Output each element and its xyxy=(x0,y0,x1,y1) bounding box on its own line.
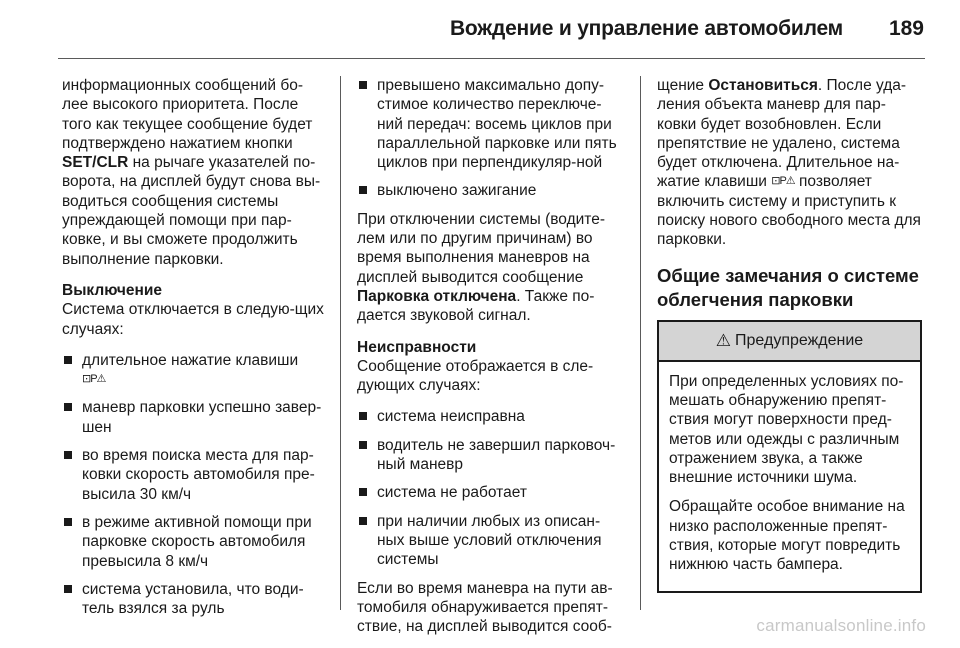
column-3 xyxy=(657,76,922,593)
list-item: во время поиска места для пар-ковки скорость автомобиля пре-высила 30 км/ч xyxy=(62,446,324,504)
page-header xyxy=(0,0,960,58)
column-divider-1 xyxy=(340,76,341,610)
off-text: Система отключается в следую-щих случаях: xyxy=(62,301,324,338)
list-item: система не работает xyxy=(357,483,619,502)
list-item: в режиме активной помощи при парковке скорость автомобиля превысила 8 км/ч xyxy=(62,513,324,571)
column-1 xyxy=(62,76,324,627)
off-conditions-list-cont xyxy=(357,76,619,201)
list-item: водитель не завершил парковоч-ный маневр xyxy=(357,436,619,475)
warning-box xyxy=(657,320,922,593)
warning-header xyxy=(659,322,920,362)
list-item: система установила, что води-тель взялся за руль xyxy=(62,580,324,619)
stop-message: Остановиться xyxy=(708,77,818,94)
set-clr-key: SET/CLR xyxy=(62,154,129,172)
obstacle-paragraph: Если во время маневра на пути ав-томобиля обнаруживается препят-ствие, на дисплей выводится сооб- xyxy=(357,579,613,636)
warning-title: Предупреждение xyxy=(735,332,864,350)
page-title: Вождение и управление автомобилем xyxy=(449,17,843,40)
intro-text: информационных сообщений бо-лее высокого приоритета. После того как текущее сообщение будет подтверждено нажатием кнопки xyxy=(62,77,313,152)
section-title: Общие замечания о системе облегчения парковки xyxy=(657,264,919,310)
list-item: выключено зажигание xyxy=(357,181,619,200)
list-item: при наличии любых из описан-ных выше условий отключения системы xyxy=(357,512,619,570)
intro-rest: на рычаге указателей по-ворота, на дисплей будут снова вы-водиться сообщения системы упреждающей помощи при пар-ковке, и вы сможете продолжить выполнение парковки. xyxy=(62,154,321,268)
page-number: 189 xyxy=(888,17,924,40)
header-divider xyxy=(58,58,925,59)
warning-icon: ⚠ xyxy=(715,331,732,351)
list-item: система неисправна xyxy=(357,407,619,426)
faults-list xyxy=(357,407,619,569)
cont-text-3: позволяет включить систему и приступить к поиску нового свободного места для парковки. xyxy=(657,173,921,249)
faults-heading: Неисправности xyxy=(357,338,477,356)
off-conditions-list xyxy=(62,351,324,619)
list-item: маневр парковки успешно завер-шен xyxy=(62,398,324,437)
watermark: carmanualsonline.info xyxy=(756,616,926,635)
intro-paragraph xyxy=(62,76,324,269)
obstacle-paragraph-cont xyxy=(657,76,922,250)
warning-paragraph-1: При определенных условиях по-мешать обнаружению препят-ствия могут поверхности пред-метов или одежды с различным отражением звука, а также внешние источники шума. xyxy=(669,372,904,487)
warning-paragraph-2: Обращайте особое внимание на низко расположенные препят-ствия, которые могут повредить нижнюю часть бампера. xyxy=(669,498,905,574)
warning-body xyxy=(659,362,920,591)
bullet-text: длительное нажатие клавиши xyxy=(82,351,299,369)
parking-assist-icon: ⊡P⚠ xyxy=(771,175,795,188)
column-2 xyxy=(357,76,619,648)
cont-text-2: . После уда-ления объекта маневр для пар-ковки будет возобновлен. Если препятствие не удалено, система будет отключена. Длительное на-жатие клавиши xyxy=(657,77,907,191)
parking-off-message: Парковка отключена xyxy=(357,287,517,305)
list-item xyxy=(62,351,324,390)
list-item: превышено максимально допу-стимое количество переключе-ний передач: восемь циклов при параллельной парковке или пять циклов при перпендикуляр-ной xyxy=(357,76,619,172)
parking-assist-icon: ⊡P⚠ xyxy=(82,373,106,386)
disable-paragraph xyxy=(357,210,619,326)
column-divider-2 xyxy=(640,76,641,610)
off-heading: Выключение xyxy=(62,281,163,299)
faults-text: Сообщение отображается в сле-дующих случаях: xyxy=(357,357,594,395)
disable-text: При отключении системы (водите-лем или по другим причинам) во время выполнения маневров на дисплей выводится сообщение xyxy=(357,210,605,286)
disable-rest: . Также по-дается звуковой сигнал. xyxy=(357,287,595,325)
cont-text: щение xyxy=(657,77,709,94)
